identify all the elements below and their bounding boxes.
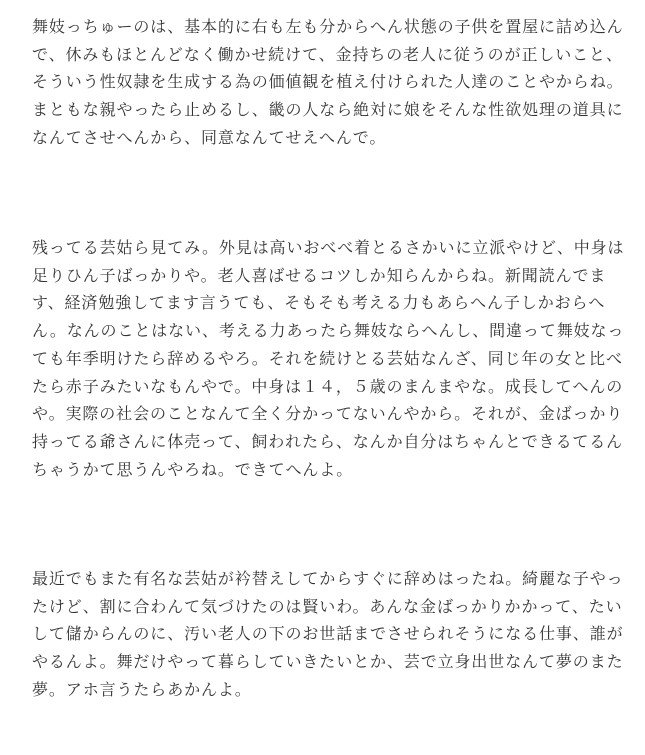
paragraph-2: 残ってる芸姑ら見てみ。外見は高いおべべ着とるさかいに立派やけど、中身は足りひん子ばっかりや。老人喜ばせるコツしか知らんからね。新聞読んでます、経済勉強してます言うても、そもそも考える力もあらへん子しかおらへん。なんのことはない、考える力あったら舞妓ならへんし、間違って舞妓なっても年季明けたら辞めるやろ。それを続けとる芸姑なんざ、同じ年の女と比べたら赤子みたいなもんやで。中身は１４，５歳のまんまやな。成長してへんのや。実際の社会のことなんて全く分かってないんやから。それが、金ばっかり持ってる爺さんに体売って、飼われたら、なんか自分はちゃんとできるてるんちゃうかて思うんやろね。できてへんよ。 [32,238,625,479]
paragraph-3: 最近でもまた有名な芸姑が衿替えしてからすぐに辞めはったね。綺麗な子やったけど、割に合わんて気づけたのは賢いわ。あんな金ばっかりかかって、たいして儲からんのに、汚い老人の下のお世話までさせられそうになる仕事、誰がやるんよ。舞だけやって暮らしていきたいとか、芸で立身出世なんて夢のまた夢。アホ言うたらあかんよ。 [32,569,624,699]
paragraph-1: 舞妓っちゅーのは、基本的に右も左も分からへん状態の子供を置屋に詰め込んで、休みもほとんどなく働かせ続けて、金持ちの老人に従うのが正しいこと、そういう性奴隷を生成する為の価値観を植え付けられた人達のことやからね。まともな親やったら止めるし、畿の人なら絶対に娘をそんな性欲処理の道具になんてさせへんから、同意なんてせえへんで。 [32,17,624,147]
